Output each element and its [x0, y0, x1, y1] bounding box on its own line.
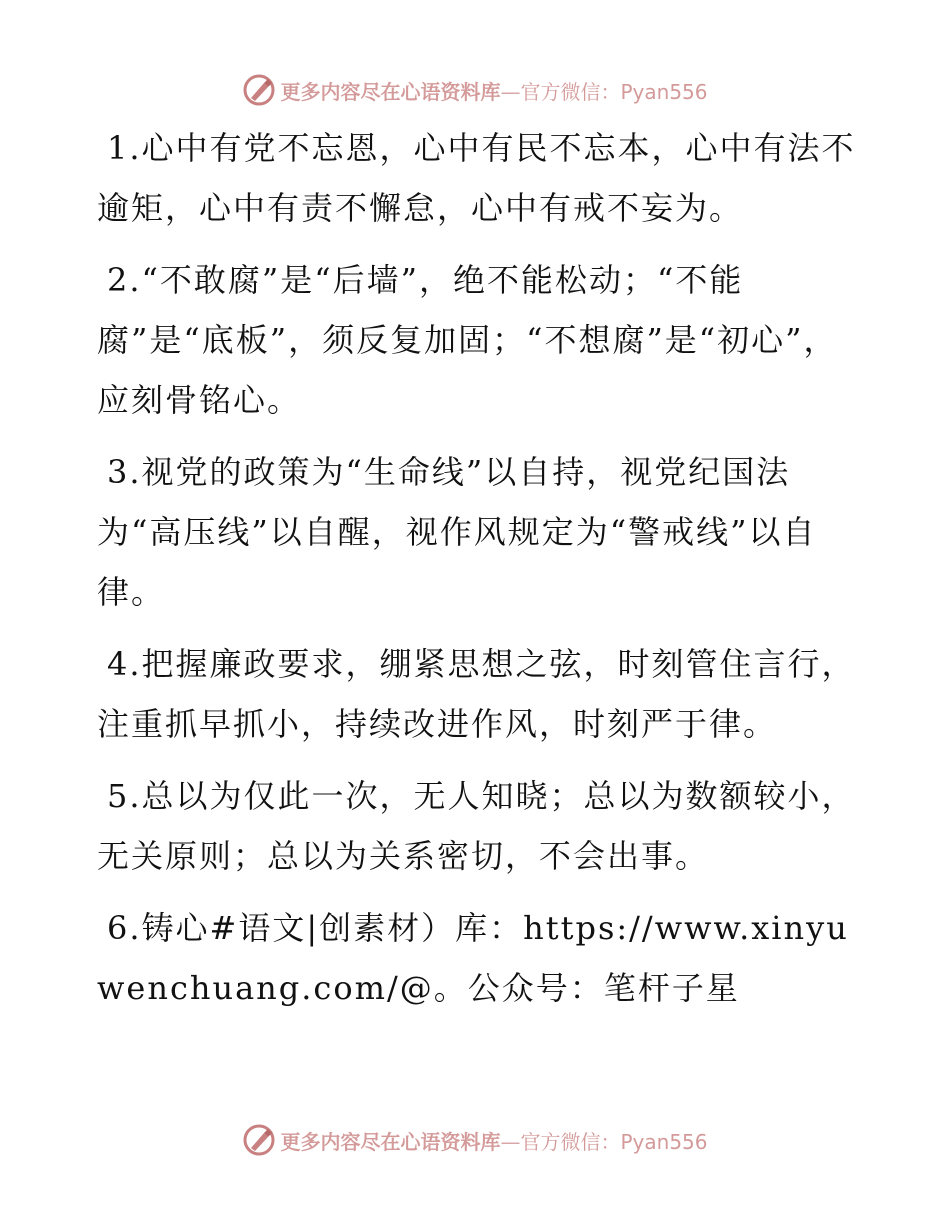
banner-separator: — — [500, 79, 521, 104]
banner-separator: — — [500, 1129, 521, 1154]
banner-brand: 更多内容尽在心语资料库 — [280, 1129, 501, 1154]
banner-wechat-id: Pyan556 — [620, 1129, 708, 1154]
paragraph-2: 2.“不敢腐”是“后墙”，绝不能松动；“不能腐”是“底板”，须反复加固；“不想腐”是“初心”，应刻骨铭心。 — [97, 261, 838, 419]
header-banner — [0, 70, 950, 110]
footer-banner — [0, 1120, 950, 1160]
paragraph-1: 1.心中有党不忘恩，心中有民不忘本，心中有法不逾矩，心中有责不懈怠，心中有戒不妄为。 — [97, 129, 856, 227]
banner-brand: 更多内容尽在心语资料库 — [280, 79, 501, 104]
paragraph-6: 6.铸心#语文|创素材）库：https://www.xinyuwenchuang.com/@。公众号：笔杆子星 — [97, 909, 849, 1007]
pen-circle-logo-icon — [242, 73, 276, 107]
banner-wechat-label: 官方微信： — [520, 1129, 621, 1154]
document-body — [97, 118, 857, 1030]
banner-text — [280, 1126, 707, 1155]
banner-wechat-label: 官方微信： — [520, 79, 621, 104]
pen-circle-logo-icon — [242, 1123, 276, 1157]
banner-text — [280, 76, 707, 105]
paragraph-5: 5.总以为仅此一次，无人知晓；总以为数额较小，无关原则；总以为关系密切，不会出事。 — [97, 777, 856, 875]
banner-wechat-id: Pyan556 — [620, 79, 708, 104]
paragraph-3: 3.视党的政策为“生命线”以自持，视党纪国法为“高压线”以自醒，视作风规定为“警戒线”以自律。 — [97, 453, 817, 611]
paragraph-4: 4.把握廉政要求，绷紧思想之弦，时刻管住言行，注重抓早抓小，持续改进作风，时刻严于律。 — [97, 645, 856, 743]
